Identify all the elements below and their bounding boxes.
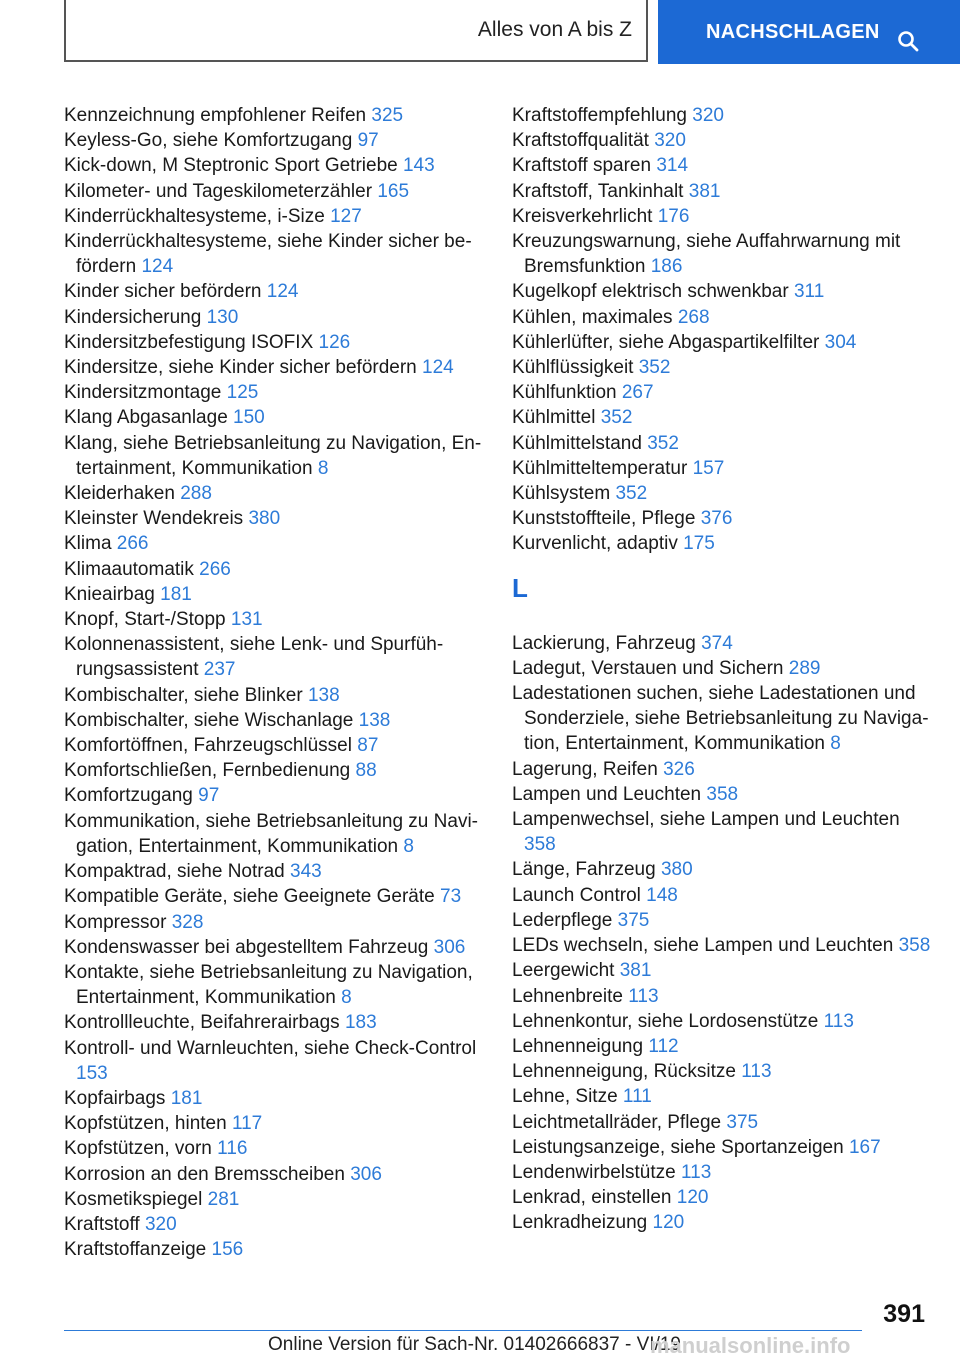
index-entry	[512, 883, 932, 908]
index-entry-text: Kühlsystem	[512, 483, 611, 505]
page-reference-link[interactable]: 138	[307, 684, 340, 706]
page-reference-link[interactable]: 120	[652, 1212, 685, 1234]
index-entry-text: Kühlmittel	[512, 407, 596, 429]
index-entry-text: Kombischalter, siehe Wischanlage	[64, 709, 354, 731]
index-entry-text: Kühlen, maximales	[512, 306, 673, 328]
index-entry-text: Leergewicht	[512, 960, 615, 982]
index-entry	[512, 431, 932, 456]
index-entry-text: Kühlmittelstand	[512, 432, 642, 454]
index-entry-text: Klimaautomatik	[64, 558, 194, 580]
page-reference-link[interactable]: 320	[654, 130, 686, 152]
index-entry-text: Lackierung, Fahrzeug	[512, 632, 696, 654]
page-reference-link[interactable]: 374	[701, 632, 733, 654]
index-entry	[512, 857, 932, 882]
section-tab[interactable]	[64, 0, 648, 62]
index-entry-text: Kraftstoffempfehlung	[512, 105, 687, 126]
index-entry-text: Launch Control	[512, 884, 641, 906]
index-entry	[64, 884, 484, 909]
index-entry	[512, 933, 932, 958]
page-reference-link[interactable]: 314	[656, 155, 689, 177]
page-reference-link[interactable]: 304	[824, 331, 857, 353]
index-entry	[512, 631, 932, 656]
page-reference-link[interactable]: 117	[231, 1113, 263, 1135]
index-entry	[512, 279, 932, 304]
index-entry-text: Kraftstoffanzeige	[64, 1239, 207, 1261]
index-entry-text: Lenkrad, einstellen	[512, 1187, 672, 1209]
section-title: Alles von A bis Z	[477, 18, 632, 41]
index-entry	[64, 128, 484, 153]
active-tab-label: NACHSCHLAGEN	[706, 20, 880, 43]
index-entry-text: Kinderrückhaltesysteme, i-Size	[64, 205, 325, 227]
index-entry-text: Kinderrückhaltesysteme, siehe Kinder sicher befördern	[64, 231, 472, 278]
index-entry	[512, 757, 932, 782]
page-reference-link[interactable]: 288	[180, 483, 212, 505]
index-entry	[64, 506, 484, 531]
index-entry	[64, 330, 484, 355]
index-entry	[512, 380, 932, 405]
page-reference-link[interactable]: 112	[648, 1035, 679, 1057]
index-entry-text: Kindersitze, siehe Kinder sicher befördern	[64, 357, 417, 379]
index-entry	[64, 1187, 484, 1212]
index-entry	[512, 958, 932, 983]
index-entry-text: Kleinster Wendekreis	[64, 508, 244, 530]
page-reference-link[interactable]: 127	[330, 205, 362, 227]
index-entry	[512, 456, 932, 481]
page-reference-link[interactable]: 124	[266, 281, 299, 303]
index-entry-text: Kindersitzbefestigung ISOFIX	[64, 331, 314, 353]
page-reference-link[interactable]: 237	[203, 659, 236, 681]
index-entry-text: Komfortzugang	[64, 785, 193, 807]
page-reference-link[interactable]: 289	[788, 657, 821, 679]
page-reference-link[interactable]: 328	[171, 911, 204, 933]
index-entry	[512, 1034, 932, 1059]
page-reference-link[interactable]: 320	[144, 1213, 177, 1235]
page-reference-link[interactable]: 267	[621, 382, 654, 404]
index-entry-text: Lederpflege	[512, 909, 613, 931]
page-reference-link[interactable]: 358	[898, 935, 931, 957]
index-entry-text: Kraftstoff, Tankinhalt	[512, 180, 684, 202]
page-reference-link[interactable]: 352	[638, 357, 671, 379]
index-entry	[64, 632, 484, 682]
index-entry	[64, 1086, 484, 1111]
index-entry-text: Länge, Fahrzeug	[512, 859, 656, 881]
page-reference-link[interactable]: 181	[160, 583, 192, 605]
page-reference-link[interactable]: 183	[344, 1012, 377, 1034]
page-reference-link[interactable]: 268	[677, 306, 710, 328]
index-entry-text: Korrosion an den Bremsscheiben	[64, 1163, 345, 1185]
page-reference-link[interactable]: 120	[676, 1187, 709, 1209]
page-reference-link[interactable]: 352	[600, 407, 633, 429]
index-column-right	[512, 103, 932, 1236]
index-entry-text: Lenkradheizung	[512, 1212, 648, 1234]
index-entry	[64, 204, 484, 229]
index-entry	[64, 1212, 484, 1237]
index-entry	[512, 179, 932, 204]
page-reference-link[interactable]: 97	[198, 785, 220, 807]
page-reference-link[interactable]: 124	[422, 357, 454, 379]
index-entry	[512, 1185, 932, 1210]
page-reference-link[interactable]: 8	[317, 457, 329, 479]
page-reference-link[interactable]: 138	[358, 709, 391, 731]
index-entry-text: Kick-down, M Steptronic Sport Getriebe	[64, 155, 398, 177]
page-reference-link[interactable]: 167	[848, 1136, 881, 1158]
index-entry	[512, 984, 932, 1009]
index-entry	[64, 859, 484, 884]
index-entry	[512, 1009, 932, 1034]
index-entry	[64, 708, 484, 733]
index-entry	[64, 179, 484, 204]
index-entry	[512, 481, 932, 506]
index-entry-text: Kreuzungswarnung, siehe Auffahrwarnung mit Bremsfunktion	[512, 231, 901, 278]
page-reference-link[interactable]: 320	[692, 105, 724, 126]
page-reference-link[interactable]: 375	[726, 1111, 759, 1133]
page-reference-link[interactable]: 358	[706, 783, 739, 805]
index-entry	[64, 229, 484, 279]
index-entry-text: Knopf, Start-/Stopp	[64, 609, 226, 631]
index-entry	[64, 531, 484, 556]
index-entry-text: Kühlflüssigkeit	[512, 357, 634, 379]
index-entry	[512, 128, 932, 153]
watermark: manualsonline.info	[650, 1333, 851, 1358]
index-entry	[64, 380, 484, 405]
index-entry	[64, 153, 484, 178]
index-entry-text: Keyless-Go, siehe Komfortzugang	[64, 130, 353, 152]
index-entry-text: Kugelkopf elektrisch schwenkbar	[512, 281, 789, 303]
page-reference-link[interactable]: 181	[170, 1087, 203, 1109]
page-reference-link[interactable]: 306	[433, 936, 466, 958]
index-entry-text: Kraftstoffqualität	[512, 130, 649, 152]
index-entry-text: LEDs wechseln, siehe Lampen und Leuchten	[512, 935, 894, 957]
index-entry-text: Kühlerlüfter, siehe Abgaspartikelfilter	[512, 331, 820, 353]
page-reference-link[interactable]: 113	[823, 1010, 854, 1032]
page-reference-link[interactable]: 375	[617, 909, 650, 931]
index-entry-text: Kraftstoff	[64, 1213, 140, 1235]
page-reference-link[interactable]: 97	[357, 130, 379, 152]
online-version-text: Online Version für Sach-Nr. 01402666837 - VI/19	[268, 1334, 681, 1355]
index-entry	[512, 506, 932, 531]
index-entry	[64, 1162, 484, 1187]
index-entry	[512, 656, 932, 681]
index-entry	[64, 1036, 484, 1086]
page-reference-link[interactable]: 352	[647, 432, 679, 454]
index-entry	[512, 204, 932, 229]
index-entry-text: Kennzeichnung empfohlener Reifen	[64, 105, 367, 126]
index-entry-text: Lampenwechsel, siehe Lampen und Leuchten	[512, 809, 900, 831]
page-reference-link[interactable]: 325	[371, 105, 404, 126]
index-entry-text: Kilometer- und Tageskilometerzähler	[64, 180, 373, 202]
index-entry	[512, 305, 932, 330]
page-reference-link[interactable]: 358	[524, 834, 556, 856]
page-reference-link[interactable]: 143	[402, 155, 435, 177]
index-entry	[64, 279, 484, 304]
index-entry	[64, 1237, 484, 1262]
index-entry	[512, 681, 932, 757]
page-reference-link[interactable]: 73	[440, 886, 462, 908]
index-entry-text: Kühlfunktion	[512, 382, 617, 404]
page-reference-link[interactable]: 281	[207, 1188, 240, 1210]
index-entry-text: Kolonnenassistent, siehe Lenk- und Spurführungsassistent	[64, 634, 444, 681]
index-column-left	[64, 103, 484, 1262]
index-entry	[512, 908, 932, 933]
index-entry-text: Klang Abgasanlage	[64, 407, 228, 429]
page-reference-link[interactable]: 111	[622, 1086, 652, 1108]
page-reference-link[interactable]: 113	[741, 1061, 772, 1083]
index-entry	[512, 1110, 932, 1135]
index-entry	[64, 103, 484, 128]
page-reference-link[interactable]: 186	[650, 256, 683, 278]
page-reference-link[interactable]: 343	[290, 861, 322, 883]
index-entry-text: Kompressor	[64, 911, 167, 933]
index-entry-text: Kontakte, siehe Betriebsanleitung zu Navigation, Entertainment, Kommunikation	[64, 961, 473, 1009]
index-entry	[512, 531, 932, 556]
index-entry-text: Ladestationen suchen, siehe Ladestationen und Sonderziele, siehe Betriebsanleitung zu Navigation, Entertainment, Kommunikation	[512, 683, 929, 755]
index-entry-text: Lehnenneigung	[512, 1035, 644, 1057]
index-entry	[64, 607, 484, 632]
index-entry-text: Knieairbag	[64, 583, 155, 605]
index-entry	[64, 405, 484, 430]
index-entry	[64, 1111, 484, 1136]
page-reference-link[interactable]: 176	[657, 205, 690, 227]
page-reference-link[interactable]: 126	[318, 331, 351, 353]
page-reference-link[interactable]: 8	[403, 835, 414, 857]
index-entry-text: Kommunikation, siehe Betriebsanleitung zu Navigation, Entertainment, Kommunikation	[64, 810, 478, 857]
page-reference-link[interactable]: 113	[681, 1161, 712, 1183]
search-icon[interactable]	[897, 30, 919, 52]
index-letter-heading: L	[512, 572, 528, 603]
index-entry	[512, 782, 932, 807]
page-reference-link[interactable]: 376	[700, 508, 733, 530]
page-reference-link[interactable]: 175	[683, 533, 715, 555]
index-entry-text: Lendenwirbelstütze	[512, 1161, 676, 1183]
page-reference-link[interactable]: 87	[357, 735, 379, 757]
page-reference-link[interactable]: 352	[615, 483, 648, 505]
page-reference-link[interactable]: 156	[211, 1239, 244, 1261]
index-entry-text: Lehnenbreite	[512, 985, 623, 1007]
page-reference-link[interactable]: 311	[793, 281, 825, 303]
page-reference-link[interactable]: 380	[660, 859, 693, 881]
index-entry-text: Kraftstoff sparen	[512, 155, 652, 177]
index-entry-text: Klang, siehe Betriebsanleitung zu Navigation, Entertainment, Kommunikation	[64, 432, 482, 479]
index-entry-text: Leichtmetallräder, Pflege	[512, 1111, 722, 1133]
index-entry	[64, 355, 484, 380]
page-reference-link[interactable]: 266	[116, 533, 149, 555]
page-reference-link[interactable]: 8	[341, 987, 352, 1009]
page-reference-link[interactable]: 124	[141, 256, 174, 278]
index-entry	[64, 960, 484, 1010]
index-entry	[64, 305, 484, 330]
index-entry	[64, 910, 484, 935]
page-reference-link[interactable]: 131	[230, 609, 263, 631]
index-entry	[512, 807, 932, 857]
index-entry	[64, 481, 484, 506]
index-entry-text: Kompatible Geräte, siehe Geeignete Geräte	[64, 886, 435, 908]
index-entry	[64, 809, 484, 859]
index-entry-text: Lehnenneigung, Rücksitze	[512, 1061, 736, 1083]
page-reference-link[interactable]: 8	[830, 733, 841, 755]
index-entry	[512, 1059, 932, 1084]
page-reference-link[interactable]: 381	[688, 180, 721, 202]
index-entry	[64, 1010, 484, 1035]
page-reference-link[interactable]: 153	[76, 1062, 108, 1084]
index-entry-text: Kopfstützen, vorn	[64, 1138, 212, 1160]
page-reference-link[interactable]: 381	[619, 960, 652, 982]
index-entry	[64, 431, 484, 481]
index-entry	[64, 758, 484, 783]
index-entry-text: Kinder sicher befördern	[64, 281, 262, 303]
index-entry-text: Komfortschließen, Fernbedienung	[64, 760, 351, 782]
index-entry	[512, 1084, 932, 1109]
page-reference-link[interactable]: 116	[217, 1138, 248, 1160]
index-entry	[512, 103, 932, 128]
index-entry	[512, 355, 932, 380]
index-entry-text: Ladegut, Verstauen und Sichern	[512, 657, 784, 679]
page-reference-link[interactable]: 150	[233, 407, 265, 429]
index-entry	[512, 330, 932, 355]
index-entry	[512, 405, 932, 430]
index-entry-text: Kleiderhaken	[64, 483, 175, 505]
page-reference-link[interactable]: 88	[355, 760, 377, 782]
index-entry-text: Kunststoffteile, Pflege	[512, 508, 696, 530]
index-entry	[512, 153, 932, 178]
page-reference-link[interactable]: 266	[199, 558, 231, 580]
page-reference-link[interactable]: 125	[226, 382, 259, 404]
page-reference-link[interactable]: 326	[663, 758, 695, 780]
index-entry-text: Kindersicherung	[64, 306, 202, 328]
page-reference-link[interactable]: 113	[628, 985, 659, 1007]
page-reference-link[interactable]: 148	[646, 884, 678, 906]
index-entry-text: Kreisverkehrlicht	[512, 205, 653, 227]
footer-divider	[64, 1330, 862, 1331]
index-entry	[64, 683, 484, 708]
index-entry-text: Kondenswasser bei abgestelltem Fahrzeug	[64, 936, 429, 958]
index-entry	[64, 935, 484, 960]
index-entry	[64, 783, 484, 808]
index-entry-text: Komfortöffnen, Fahrzeugschlüssel	[64, 735, 352, 757]
index-entry-text: Kompaktrad, siehe Notrad	[64, 861, 285, 883]
page-reference-link[interactable]: 306	[350, 1163, 382, 1185]
index-entry	[512, 1160, 932, 1185]
index-entry-text: Lagerung, Reifen	[512, 758, 658, 780]
page-reference-link[interactable]: 157	[692, 457, 725, 479]
page-reference-link[interactable]: 130	[206, 306, 239, 328]
index-entry-text: Leistungsanzeige, siehe Sportanzeigen	[512, 1136, 844, 1158]
index-entry	[512, 229, 932, 279]
index-entry-text: Kosmetikspiegel	[64, 1188, 203, 1210]
index-entry	[512, 1210, 932, 1235]
index-entry	[64, 557, 484, 582]
index-entry	[64, 1136, 484, 1161]
index-entry-text: Kombischalter, siehe Blinker	[64, 684, 303, 706]
index-entry-text: Kopfairbags	[64, 1087, 166, 1109]
index-entry-text: Kühlmitteltemperatur	[512, 457, 688, 479]
index-entry	[64, 582, 484, 607]
page-number: 391	[883, 1300, 925, 1328]
index-entry-text: Kontroll- und Warnleuchten, siehe Check-Control	[64, 1037, 477, 1059]
index-entry-text: Kindersitzmontage	[64, 382, 222, 404]
index-entry	[64, 733, 484, 758]
page-reference-link[interactable]: 165	[377, 180, 410, 202]
page-header	[0, 0, 960, 66]
index-entry-text: Kontrollleuchte, Beifahrerairbags	[64, 1012, 340, 1034]
index-entry-text: Kurvenlicht, adaptiv	[512, 533, 678, 555]
index-entry-text: Kopfstützen, hinten	[64, 1113, 227, 1135]
index-entry-text: Klima	[64, 533, 112, 555]
index-entry	[512, 1135, 932, 1160]
index-entry-text: Lehnenkontur, siehe Lordosenstütze	[512, 1010, 819, 1032]
page-reference-link[interactable]: 380	[248, 508, 281, 530]
index-entry-text: Lehne, Sitze	[512, 1086, 618, 1108]
index-entry-text: Lampen und Leuchten	[512, 783, 702, 805]
